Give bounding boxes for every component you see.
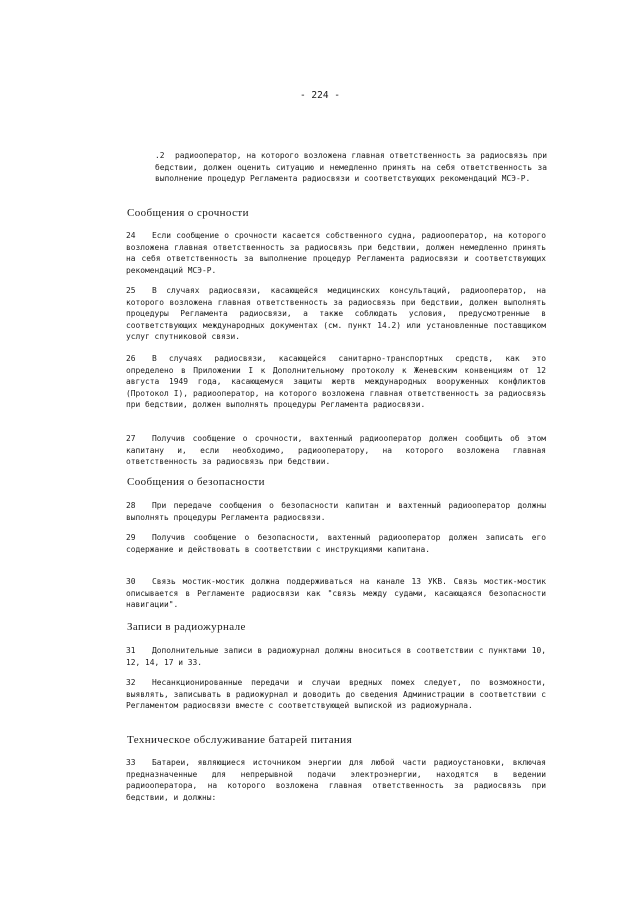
paragraph-number: 26 [126, 354, 136, 363]
paragraph-text: Связь мостик-мостик должна поддерживаться на канале 13 УКВ. Связь мостик-мостик описывается в Регламенте радиосвязи как "связь между судами, касающаяся безопасности навигации". [126, 577, 546, 610]
paragraph-text: Дополнительные записи в радиожурнал должны вноситься в соответствии с пунктами 10, 12, 14, 17 и 33. [126, 646, 546, 667]
paragraph-2 [155, 150, 547, 185]
paragraph-29 [126, 532, 546, 555]
paragraph-text: В случаях радиосвязи, касающейся медицинских консультаций, радиооператор, на которого возложена главная ответственность за радиосвязь при бедствии, должен выполнять процедуры Регламента радиосвязи, а также соблюдать условия, предусмотренные в соответствующих международных документах (см. пункт 14.2) или установленные поставщиком услуг спутниковой связи. [126, 286, 546, 342]
paragraph-text: радиооператор, на которого возложена главная ответственность за радиосвязь при бедствии, должен оценить ситуацию и немедленно принять на себя ответственность за выполнение процедур Регламента радиосвязи и соответствующих рекомендаций МСЭ-Р. [155, 151, 547, 184]
paragraph-number: 25 [126, 286, 136, 295]
paragraph-28 [126, 500, 546, 523]
paragraph-31 [126, 645, 546, 668]
paragraph-number: .2 [155, 151, 165, 160]
paragraph-number: 30 [126, 577, 136, 586]
paragraph-number: 32 [126, 678, 136, 687]
heading-safety: Сообщения о безопасности [127, 476, 265, 488]
heading-battery-maintenance: Техническое обслуживание батарей питания [127, 734, 353, 746]
paragraph-27 [126, 433, 546, 468]
paragraph-text: При передаче сообщения о безопасности капитан и вахтенный радиооператор должны выполнять процедуры Регламента радиосвязи. [126, 501, 546, 522]
paragraph-32 [126, 677, 546, 712]
paragraph-25 [126, 285, 546, 343]
paragraph-text: Если сообщение о срочности касается собственного судна, радиооператор, на которого возложена главная ответственность за радиосвязь при бедствии, должен немедленно принять на себя ответственность за выполнение процедур Регламента радиосвязи и соответствующих рекомендаций МСЭ-Р. [126, 231, 546, 275]
paragraph-text: В случаях радиосвязи, касающейся санитарно-транспортных средств, как это определено в Приложении I к Дополнительному протоколу к Женевским конвенциям от 12 августа 1949 года, касающемуся защиты жертв международных вооруженных конфликтов (Протокол I), радиооператор, на которого возложена главная ответственность за радиосвязь при бедствии, должен выполнять процедуры Регламента радиосвязи. [126, 354, 546, 410]
paragraph-number: 28 [126, 501, 136, 510]
paragraph-number: 31 [126, 646, 136, 655]
heading-urgency: Сообщения о срочности [127, 207, 249, 219]
paragraph-number: 29 [126, 533, 136, 542]
page-number: - 224 - [299, 90, 341, 101]
paragraph-24 [126, 230, 546, 276]
paragraph-26 [126, 353, 546, 411]
paragraph-30 [126, 576, 546, 611]
paragraph-text: Несанкционированные передачи и случаи вредных помех следует, по возможности, выявлять, записывать в радиожурнал и доводить до сведения Администрации в соответствии с Регламентом радиосвязи вместе с соответствующей выпиской из радиожурнала. [126, 678, 546, 711]
paragraph-33 [126, 757, 546, 803]
paragraph-number: 27 [126, 434, 136, 443]
paragraph-text: Батареи, являющиеся источником энергии для любой части радиоустановки, включая предназначенные для непрерывной подачи электроэнергии, находятся в ведении радиооператора, на которого возложена главная ответственность за радиосвязь при бедствии, и должны: [126, 758, 546, 802]
paragraph-text: Получив сообщение о срочности, вахтенный радиооператор должен сообщить об этом капитану и, если необходимо, радиооператору, на которого возложена главная ответственность за радиосвязь при бедствии. [126, 434, 546, 467]
paragraph-number: 33 [126, 758, 136, 767]
heading-radio-log: Записи в радиожурнале [127, 621, 246, 633]
paragraph-text: Получив сообщение о безопасности, вахтенный радиооператор должен записать его содержание и действовать в соответствии с инструкциями капитана. [126, 533, 546, 554]
paragraph-number: 24 [126, 231, 136, 240]
